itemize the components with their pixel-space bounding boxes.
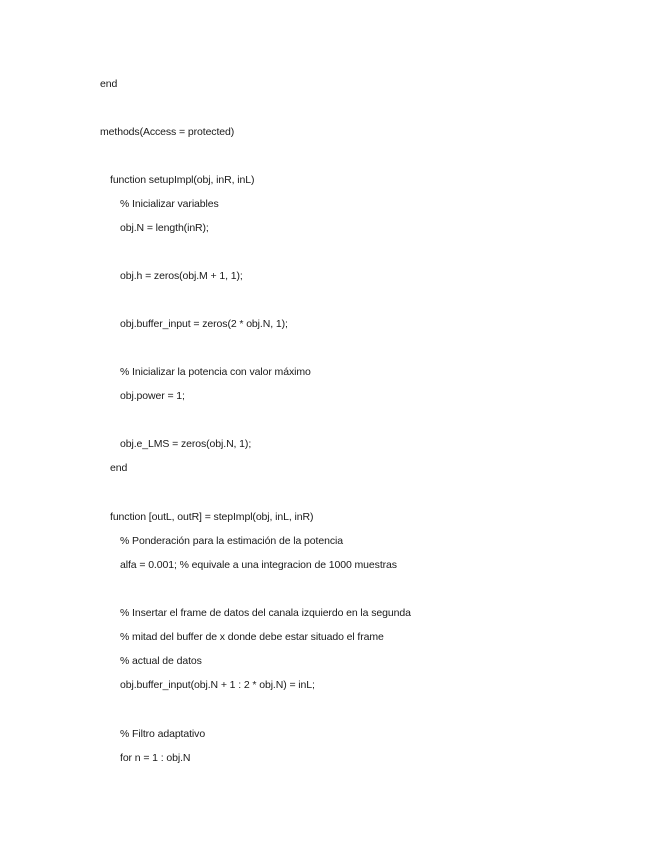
code-line-comment-buffer-half: % mitad del buffer de x donde debe estar situado el frame [120, 631, 384, 643]
code-line-buffer-assign: obj.buffer_input(obj.N + 1 : 2 * obj.N) = inL; [120, 679, 315, 691]
code-line-stepimpl-signature: function [outL, outR] = stepImpl(obj, inL, inR) [110, 511, 314, 523]
code-line-setupimpl-signature: function setupImpl(obj, inR, inL) [110, 174, 255, 186]
code-line-comment-current-data: % actual de datos [120, 655, 202, 667]
code-line-comment-insert-frame: % Insertar el frame de datos del canala izquierdo en la segunda [120, 607, 411, 619]
code-line-alfa: alfa = 0.001; % equivale a una integracion de 1000 muestras [120, 559, 397, 571]
code-line-end-block: end [100, 78, 118, 90]
code-line-end-function: end [110, 462, 128, 474]
code-line-comment-weighting: % Ponderación para la estimación de la potencia [120, 535, 343, 547]
code-line-buffer-input: obj.buffer_input = zeros(2 * obj.N, 1); [120, 318, 288, 330]
code-line-for-loop: for n = 1 : obj.N [120, 752, 191, 764]
code-line-comment-adaptive-filter: % Filtro adaptativo [120, 728, 206, 740]
code-line-comment-init-vars: % Inicializar variables [120, 198, 219, 210]
code-line-methods-declaration: methods(Access = protected) [100, 126, 235, 138]
code-line-comment-init-power: % Inicializar la potencia con valor máximo [120, 366, 311, 378]
code-line-obj-n: obj.N = length(inR); [120, 222, 209, 234]
code-line-obj-power: obj.power = 1; [120, 390, 185, 402]
code-line-obj-e-lms: obj.e_LMS = zeros(obj.N, 1); [120, 438, 252, 450]
code-line-obj-h: obj.h = zeros(obj.M + 1, 1); [120, 270, 243, 282]
